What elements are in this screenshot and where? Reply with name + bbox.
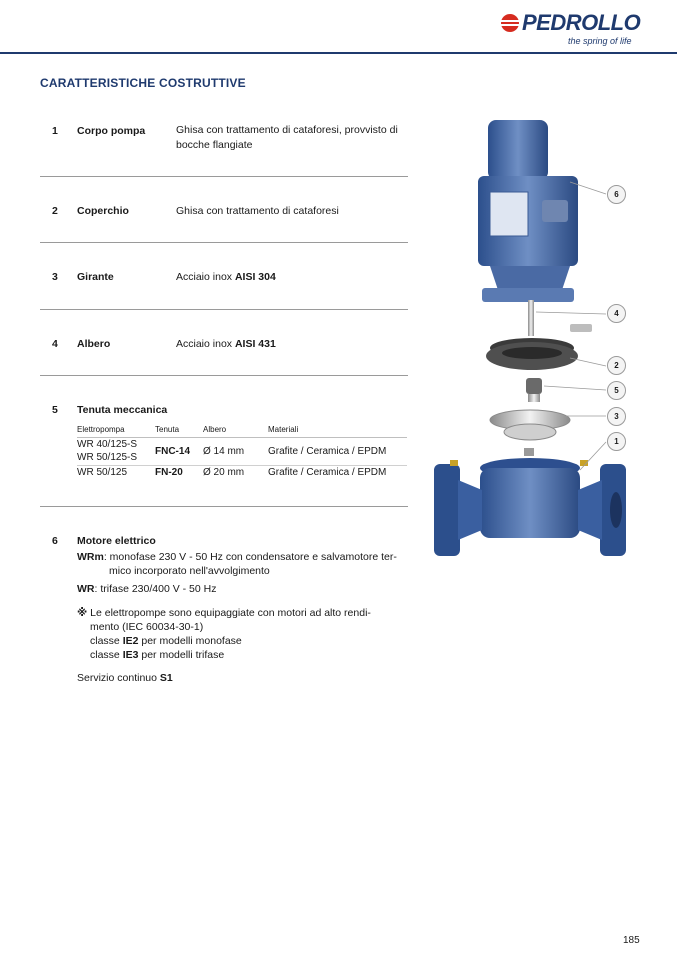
column-header: Tenuta <box>155 423 203 438</box>
row-description: Ghisa con trattamento di cataforesi, provvisto di bocche flangiate <box>176 124 398 151</box>
row-number: 2 <box>52 205 58 217</box>
table-cell: Ø 20 mm <box>203 467 245 478</box>
pedrollo-logo <box>500 10 650 50</box>
table-cell: WR 50/125 <box>77 467 128 478</box>
row-name: Tenuta meccanica <box>77 404 168 416</box>
callout-5: 5 <box>607 381 626 400</box>
row-separator <box>40 309 408 310</box>
brand-name: PEDROLLO <box>522 10 641 35</box>
motor-details: WRm: monofase 230 V - 50 Hz con condensatore e salvamotore ter- mico incorporato nell'avvolgimento WR: trifase 230/400 V - 50 Hz ※ Le elettropompe sono equipaggiate con motori ad alto rendi- mento (IEC 60034-30-1) classe IE2 per modelli monofase classe IE3 per modelli trifase Servizio continuo S1 <box>77 551 397 684</box>
row-separator <box>40 506 408 507</box>
row-number: 5 <box>52 404 58 416</box>
table-cell: WR 40/125-S WR 50/125-S <box>77 438 155 466</box>
table-cell: FN-20 <box>155 467 183 478</box>
callout-3: 3 <box>607 407 626 426</box>
seal-part <box>526 378 542 402</box>
row-name: Girante <box>77 271 114 283</box>
page-number: 185 <box>623 935 640 946</box>
row-number: 3 <box>52 271 58 283</box>
table-cell: FNC-14 <box>155 438 203 466</box>
table-cell: Ø 14 mm <box>203 438 268 466</box>
table-row <box>77 466 407 480</box>
callout-4: 4 <box>607 304 626 323</box>
header-rule <box>0 52 677 54</box>
row-separator <box>40 176 408 177</box>
column-header: Elettropompa <box>77 423 155 438</box>
section-title: CARATTERISTICHE COSTRUTTIVE <box>40 76 246 90</box>
note-icon: ※ <box>77 607 88 619</box>
callout-6: 6 <box>607 185 626 204</box>
table-cell: Grafite / Ceramica / EPDM <box>268 467 387 478</box>
column-header: Materiali <box>268 423 407 438</box>
row-number: 6 <box>52 535 58 547</box>
callout-1: 1 <box>607 432 626 451</box>
row-separator <box>40 375 408 376</box>
row-description: Acciaio inox AISI 431 <box>176 338 276 350</box>
impeller-part <box>490 410 570 456</box>
table-row <box>77 438 407 466</box>
row-name: Coperchio <box>77 205 129 217</box>
cover-part <box>486 324 592 370</box>
row-separator <box>40 242 408 243</box>
row-name: Albero <box>77 338 111 350</box>
brand-tagline: the spring of life <box>568 36 632 46</box>
row-number: 1 <box>52 125 58 137</box>
row-description: Ghisa con trattamento di cataforesi <box>176 205 339 217</box>
pump-exploded-illustration <box>420 110 640 580</box>
column-header: Albero <box>203 423 268 438</box>
pedrollo-logo-icon <box>500 12 522 34</box>
pump-body-part <box>434 458 626 556</box>
seal-table <box>77 423 407 479</box>
motor-part <box>478 120 578 336</box>
row-name: Motore elettrico <box>77 535 156 547</box>
row-number: 4 <box>52 338 58 350</box>
row-name: Corpo pompa <box>77 125 146 137</box>
row-description: Acciaio inox AISI 304 <box>176 271 276 283</box>
callout-2: 2 <box>607 356 626 375</box>
table-cell: Grafite / Ceramica / EPDM <box>268 438 407 466</box>
